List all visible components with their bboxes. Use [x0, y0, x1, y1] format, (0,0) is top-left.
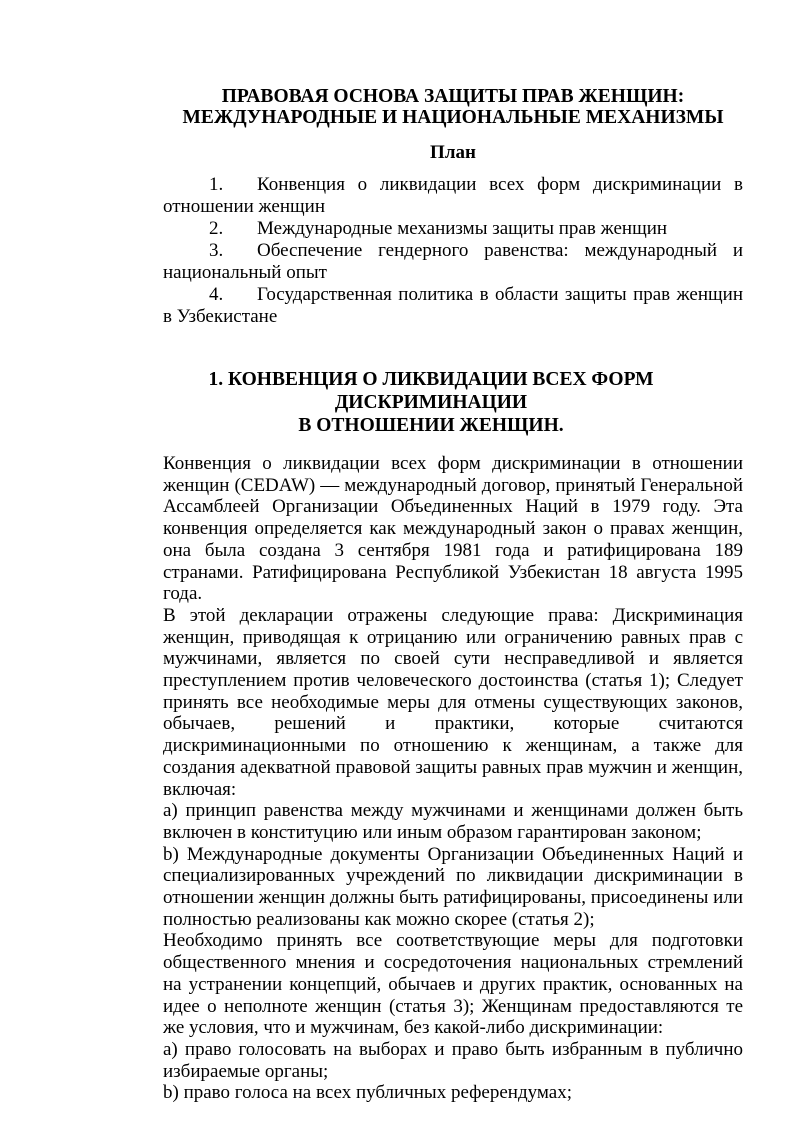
- body-paragraph: [163, 1082, 743, 1104]
- body-paragraph-text: а) право голосовать на выборах и право быть избранным в публично избираемые органы;: [163, 1038, 743, 1082]
- plan-item-text: Государственная политика в области защиты прав женщин в Узбекистане: [163, 284, 743, 327]
- body-paragraph-text: В этой декларации отражены следующие права: Дискриминация женщин, приводящая к отрицанию или ограничению равных прав с мужчинами, является по своей сути несправедливой и является преступлением против человеческого достоинства (статья 1); Следует принять все необходимые меры для отмены существующих законов, обычаев, решений и практики, которые считаются дискриминационными по отношению к женщинам, а также для создания адекватной правовой защиты равных прав мужчин и женщин, включая:: [163, 604, 743, 800]
- body-paragraph: [163, 453, 743, 605]
- document-page: [163, 86, 743, 1104]
- body-paragraph-text: b) Международные документы Организации Объединенных Наций и специализированных учреждений по ликвидации дискриминации в отношении женщин должны быть ратифицированы, присоединены или полностью реализованы как можно скорее (статья 2);: [163, 843, 743, 930]
- body-paragraph: [163, 844, 743, 931]
- plan-item: [163, 284, 743, 328]
- body-paragraph-text: а) принцип равенства между мужчинами и женщинами должен быть включен в конституцию или иным образом гарантирован законом;: [163, 800, 743, 843]
- plan-item-text: Обеспечение гендерного равенства: международный и национальный опыт: [163, 240, 743, 283]
- body-paragraph-text: Конвенция о ликвидации всех форм дискриминации в отношении женщин (CEDAW) — международный договор, принятый Генеральной Ассамблеей Организации Объединенных Наций в 1979 году. Эта конвенция определяется как международный закон о правах женщин, она была создана 3 сентября 1981 года и ратифицирована 189 странами. Ратифицирована Республикой Узбекистан 18 августа 1995 года.: [163, 453, 743, 605]
- section-1-heading: [119, 368, 743, 437]
- body-paragraph: [163, 1039, 743, 1082]
- plan-item-number: 1.: [209, 174, 224, 195]
- body-paragraph: [163, 930, 743, 1039]
- body-paragraph-text: Необходимо принять все соответствующие меры для подготовки общественного мнения и сосредоточения национальных стремлений на устранении концепций, обычаев и других практик, основанных на идее о неполноте женщин (статья 3); Женщинам предоставляются те же условия, что и мужчинам, без какой-либо дискриминации:: [163, 930, 743, 1039]
- plan-item: [163, 240, 743, 284]
- document-title-line-1: ПРАВОВАЯ ОСНОВА ЗАЩИТЫ ПРАВ ЖЕНЩИН:: [221, 86, 685, 107]
- body-paragraph: [163, 800, 743, 843]
- plan-item-text: Международные механизмы защиты прав женщин: [257, 218, 668, 239]
- plan-list: [163, 174, 743, 328]
- document-title-line-2: МЕЖДУНАРОДНЫЕ И НАЦИОНАЛЬНЫЕ МЕХАНИЗМЫ: [182, 107, 724, 128]
- plan-item-number: 2.: [209, 218, 224, 239]
- plan-item: [163, 218, 743, 240]
- plan-item: [163, 174, 743, 218]
- plan-item-number: 4.: [209, 284, 224, 305]
- plan-item-number: 3.: [209, 240, 224, 261]
- body-paragraph: [163, 605, 743, 800]
- plan-item-text: Конвенция о ликвидации всех форм дискриминации в отношении женщин: [163, 174, 743, 217]
- section-1-body: [163, 453, 743, 1104]
- section-1-heading-line-2: В ОТНОШЕНИИ ЖЕНЩИН.: [298, 415, 564, 436]
- document-title: [163, 86, 743, 128]
- body-paragraph-text: b) право голоса на всех публичных референдумах;: [163, 1082, 572, 1104]
- section-1-heading-line-1: 1. КОНВЕНЦИЯ О ЛИКВИДАЦИИ ВСЕХ ФОРМ ДИСКРИМИНАЦИИ: [208, 369, 654, 413]
- plan-heading: План: [430, 142, 476, 163]
